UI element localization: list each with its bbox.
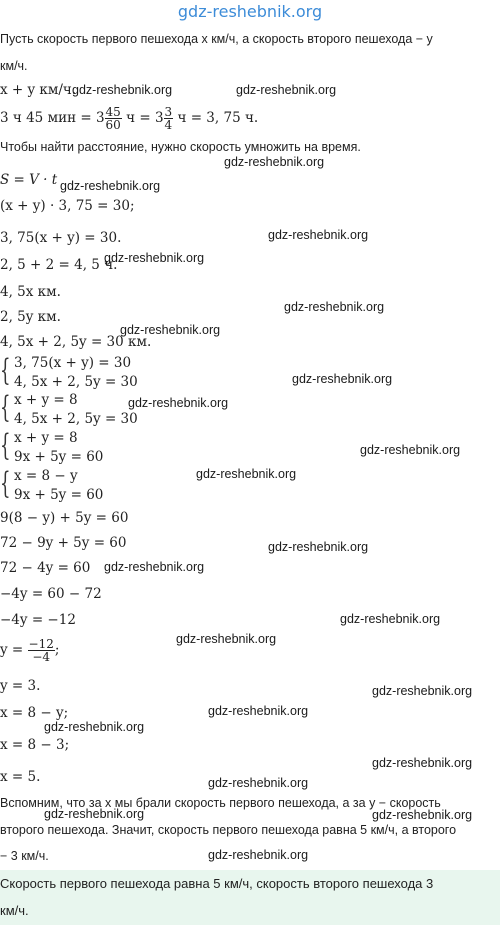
equation-2: 3, 75(x + y) = 30. [0,230,122,246]
watermark: gdz-reshebnik.org [372,756,473,770]
intro-line-1: Пусть скорость первого пешехода x км/ч, а скорость второго пешехода − y [0,32,433,46]
solve-2: 72 − 9y + 5y = 60 [0,535,127,551]
answer-line-1: Скорость первого пешехода равна 5 км/ч, скорость второго пешехода 3 [0,876,434,891]
watermark: gdz-reshebnik.org [176,632,277,646]
system-1-eq-b: 4, 5x + 2, 5y = 30 [14,374,138,390]
time-pre: 3 ч 45 мин = 3 [0,110,105,126]
equation-4: 4, 5x км. [0,284,61,300]
time-mid: ч = 3 [126,110,164,126]
watermark: gdz-reshebnik.org [44,807,145,821]
brace-icon: { [0,466,11,501]
system-3-eq-a: x + y = 8 [14,430,78,446]
frac-den: 60 [105,118,121,132]
fraction-3-4 [164,106,174,131]
solve-8: x = 8 − y; [0,705,69,721]
watermark: gdz-reshebnik.org [104,251,205,265]
watermark: gdz-reshebnik.org [236,83,337,97]
solve-10: x = 5. [0,769,41,785]
system-1-eq-a: 3, 75(x + y) = 30 [14,355,132,371]
note-line: Чтобы найти расстояние, нужно скорость умножить на время. [0,140,361,154]
watermark: gdz-reshebnik.org [208,776,309,790]
equation-1: (x + y) · 3, 75 = 30; [0,198,135,214]
solve-3: 72 − 4y = 60 [0,560,91,576]
system-3-eq-b: 9x + 5y = 60 [14,449,104,465]
watermark: gdz-reshebnik.org [44,720,145,734]
brace-icon: { [0,353,11,388]
watermark: gdz-reshebnik.org [268,540,369,554]
system-4-eq-b: 9x + 5y = 60 [14,487,104,503]
brace-icon: { [0,390,11,425]
fraction-12-4 [28,638,55,663]
conclusion-1: Вспомним, что за x мы брали скорость первого пешехода, а за y − скорость [0,796,441,810]
watermark: gdz-reshebnik.org [120,323,221,337]
watermark: gdz-reshebnik.org [268,228,369,242]
watermark: gdz-reshebnik.org [340,612,441,626]
solve-6-pre: y = [0,642,24,658]
equation-6: 4, 5x + 2, 5y = 30 км. [0,334,152,350]
watermark: gdz-reshebnik.org [208,848,309,862]
conclusion-3: − 3 км/ч. [0,849,49,863]
watermark: gdz-reshebnik.org [224,155,325,169]
solve-9: x = 8 − 3; [0,737,70,753]
system-2-eq-a: x + y = 8 [14,392,78,408]
watermark: gdz-reshebnik.org [104,560,205,574]
answer-box [0,870,500,925]
solve-5: −4y = −12 [0,612,76,628]
watermark: gdz-reshebnik.org [372,808,473,822]
frac-den: −4 [32,650,51,664]
watermark: gdz-reshebnik.org [196,467,297,481]
watermark: gdz-reshebnik.org [72,83,173,97]
frac-num: 3 [164,105,173,119]
fraction-45-60 [105,106,122,131]
conclusion-2: второго пешехода. Значит, скорость первого пешехода равна 5 км/ч, а второго [0,823,457,837]
sum-line: x + y км/ч. [0,82,77,98]
watermark: gdz-reshebnik.org [60,179,161,193]
solve-4: −4y = 60 − 72 [0,586,102,602]
system-2-eq-b: 4, 5x + 2, 5y = 30 [14,411,138,427]
system-4-eq-a: x = 8 − y [14,468,78,484]
solve-1: 9(8 − y) + 5y = 60 [0,510,129,526]
watermark: gdz-reshebnik.org [360,443,461,457]
equation-3: 2, 5 + 2 = 4, 5 ч. [0,257,118,273]
time-conversion [0,103,258,133]
equation-5: 2, 5y км. [0,309,61,325]
solve-7: y = 3. [0,678,41,694]
answer-line-2: км/ч. [0,903,29,918]
watermark: gdz-reshebnik.org [284,300,385,314]
watermark: gdz-reshebnik.org [292,372,393,386]
solve-6-post: ; [54,642,60,658]
brace-icon: { [0,428,11,463]
formula-line: S = V · t [0,172,58,188]
intro-line-2: км/ч. [0,59,28,73]
time-post: ч = 3, 75 ч. [177,110,259,126]
frac-den: 4 [164,118,173,132]
watermark: gdz-reshebnik.org [128,396,229,410]
frac-num: 45 [105,105,121,119]
site-header[interactable]: gdz-reshebnik.org [177,2,323,21]
solve-6 [0,632,59,668]
frac-num: −12 [28,637,54,651]
watermark: gdz-reshebnik.org [208,704,309,718]
watermark: gdz-reshebnik.org [372,684,473,698]
